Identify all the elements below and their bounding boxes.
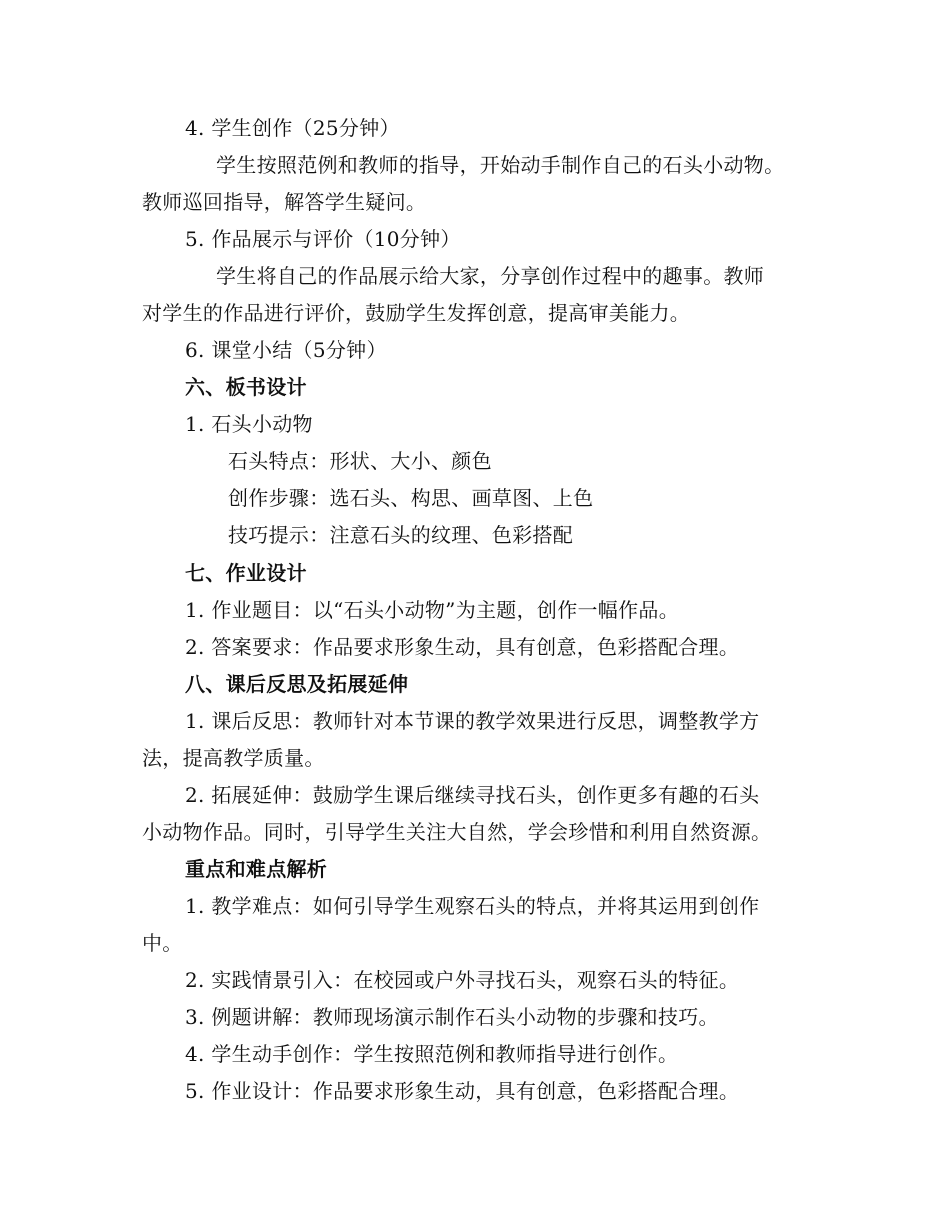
paragraph-line: 学生将自己的作品展示给大家，分享创作过程中的趣事。教师 <box>216 264 765 288</box>
section-heading-board-design: 六、板书设计 <box>185 375 307 399</box>
list-item-extension: 2. 拓展延伸：鼓励学生课后继续寻找石头，创作更多有趣的石头 <box>185 783 760 807</box>
list-item-reflection: 1. 课后反思：教师针对本节课的教学效果进行反思，调整教学方 <box>185 709 760 733</box>
list-item-stone-animals: 1. 石头小动物 <box>185 412 313 436</box>
list-item-hands-on-creation: 4. 学生动手创作：学生按照范例和教师指导进行创作。 <box>185 1042 679 1066</box>
list-item-practice-intro: 2. 实践情景引入：在校园或户外寻找石头，观察石头的特征。 <box>185 968 740 992</box>
board-line-stone-features: 石头特点：形状、大小、颜色 <box>228 449 492 473</box>
section-heading-key-points: 重点和难点解析 <box>185 857 328 881</box>
list-item-work-display: 5. 作品展示与评价（10分钟） <box>185 227 461 251</box>
section-heading-homework-design: 七、作业设计 <box>185 561 307 585</box>
paragraph-line: 法，提高教学质量。 <box>142 746 325 770</box>
list-item-teaching-difficulty: 1. 教学难点：如何引导学生观察石头的特点，并将其运用到创作 <box>185 894 760 918</box>
paragraph-line: 学生按照范例和教师的指导，开始动手制作自己的石头小动物。 <box>216 153 785 177</box>
list-item-homework-topic: 1. 作业题目：以“石头小动物”为主题，创作一幅作品。 <box>185 598 679 622</box>
paragraph-line: 教师巡回指导，解答学生疑问。 <box>142 190 427 214</box>
board-line-creation-steps: 创作步骤：选石头、构思、画草图、上色 <box>228 486 594 510</box>
paragraph-line: 小动物作品。同时，引导学生关注大自然，学会珍惜和利用自然资源。 <box>142 820 772 844</box>
list-item-class-summary: 6. 课堂小结（5分钟） <box>185 338 387 362</box>
paragraph-line: 中。 <box>142 931 183 955</box>
paragraph-line: 对学生的作品进行评价，鼓励学生发挥创意，提高审美能力。 <box>142 301 691 325</box>
list-item-student-creation: 4. 学生创作（25分钟） <box>185 116 400 140</box>
section-heading-reflection: 八、课后反思及拓展延伸 <box>185 672 409 696</box>
board-line-tips: 技巧提示：注意石头的纹理、色彩搭配 <box>228 523 574 547</box>
list-item-homework-design: 5. 作业设计：作品要求形象生动，具有创意，色彩搭配合理。 <box>185 1079 740 1103</box>
list-item-example-explanation: 3. 例题讲解：教师现场演示制作石头小动物的步骤和技巧。 <box>185 1005 719 1029</box>
list-item-answer-requirements: 2. 答案要求：作品要求形象生动，具有创意，色彩搭配合理。 <box>185 635 740 659</box>
